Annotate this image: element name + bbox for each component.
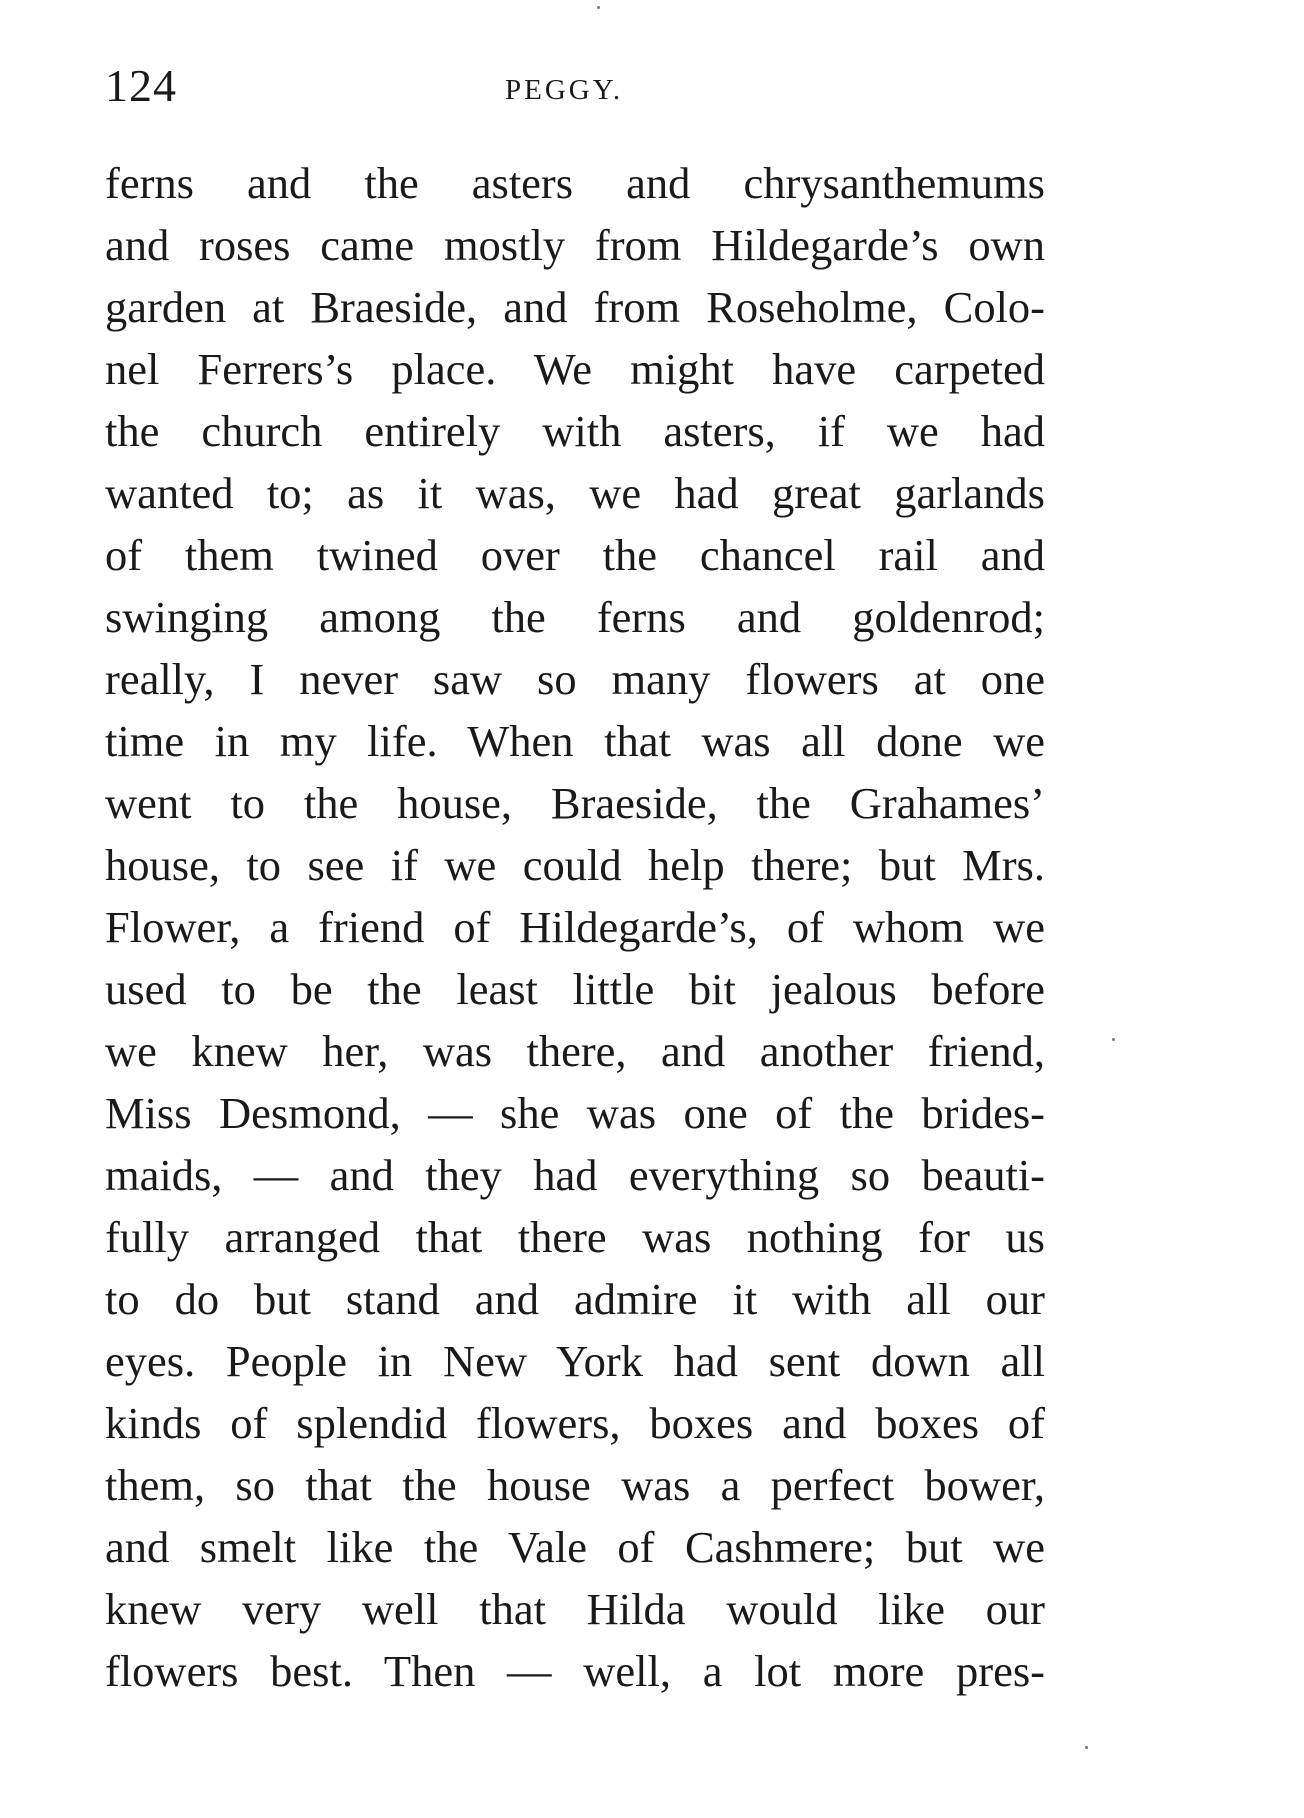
text-line: Miss Desmond, — she was one of the brides- xyxy=(105,1088,1045,1138)
text-line: went to the house, Braeside, the Grahames’ xyxy=(105,778,1045,828)
text-line: swinging among the ferns and goldenrod; xyxy=(105,592,1045,642)
text-line: fully arranged that there was nothing for us xyxy=(105,1212,1045,1262)
paper-speck xyxy=(1112,1038,1115,1041)
page-number: 124 xyxy=(105,60,177,111)
text-line: garden at Braeside, and from Roseholme, Colo- xyxy=(105,282,1045,332)
text-line: ferns and the asters and chrysanthemums xyxy=(105,158,1045,208)
text-line: used to be the least little bit jealous before xyxy=(105,964,1045,1014)
text-line: we knew her, was there, and another friend, xyxy=(105,1026,1045,1076)
text-line: them, so that the house was a perfect bower, xyxy=(105,1460,1045,1510)
body-text xyxy=(105,152,1045,1702)
text-line: knew very well that Hilda would like our xyxy=(105,1584,1045,1634)
text-line: really, I never saw so many flowers at one xyxy=(105,654,1045,704)
text-line: kinds of splendid flowers, boxes and boxes of xyxy=(105,1398,1045,1448)
text-line: eyes. People in New York had sent down all xyxy=(105,1336,1045,1386)
running-title: PEGGY. xyxy=(505,74,624,106)
paper-speck xyxy=(1085,1746,1088,1749)
text-line: house, to see if we could help there; but Mrs. xyxy=(105,840,1045,890)
paper-speck xyxy=(597,6,600,9)
text-line: the church entirely with asters, if we had xyxy=(105,406,1045,456)
text-line: of them twined over the chancel rail and xyxy=(105,530,1045,580)
text-line: and smelt like the Vale of Cashmere; but we xyxy=(105,1522,1045,1572)
text-line: nel Ferrers’s place. We might have carpeted xyxy=(105,344,1045,394)
text-line: maids, — and they had everything so beauti- xyxy=(105,1150,1045,1200)
text-line: and roses came mostly from Hildegarde’s own xyxy=(105,220,1045,270)
text-line: time in my life. When that was all done we xyxy=(105,716,1045,766)
text-line: wanted to; as it was, we had great garlands xyxy=(105,468,1045,518)
text-line: Flower, a friend of Hildegarde’s, of whom we xyxy=(105,902,1045,952)
text-line: flowers best. Then — well, a lot more pres- xyxy=(105,1646,1045,1696)
text-line: to do but stand and admire it with all our xyxy=(105,1274,1045,1324)
